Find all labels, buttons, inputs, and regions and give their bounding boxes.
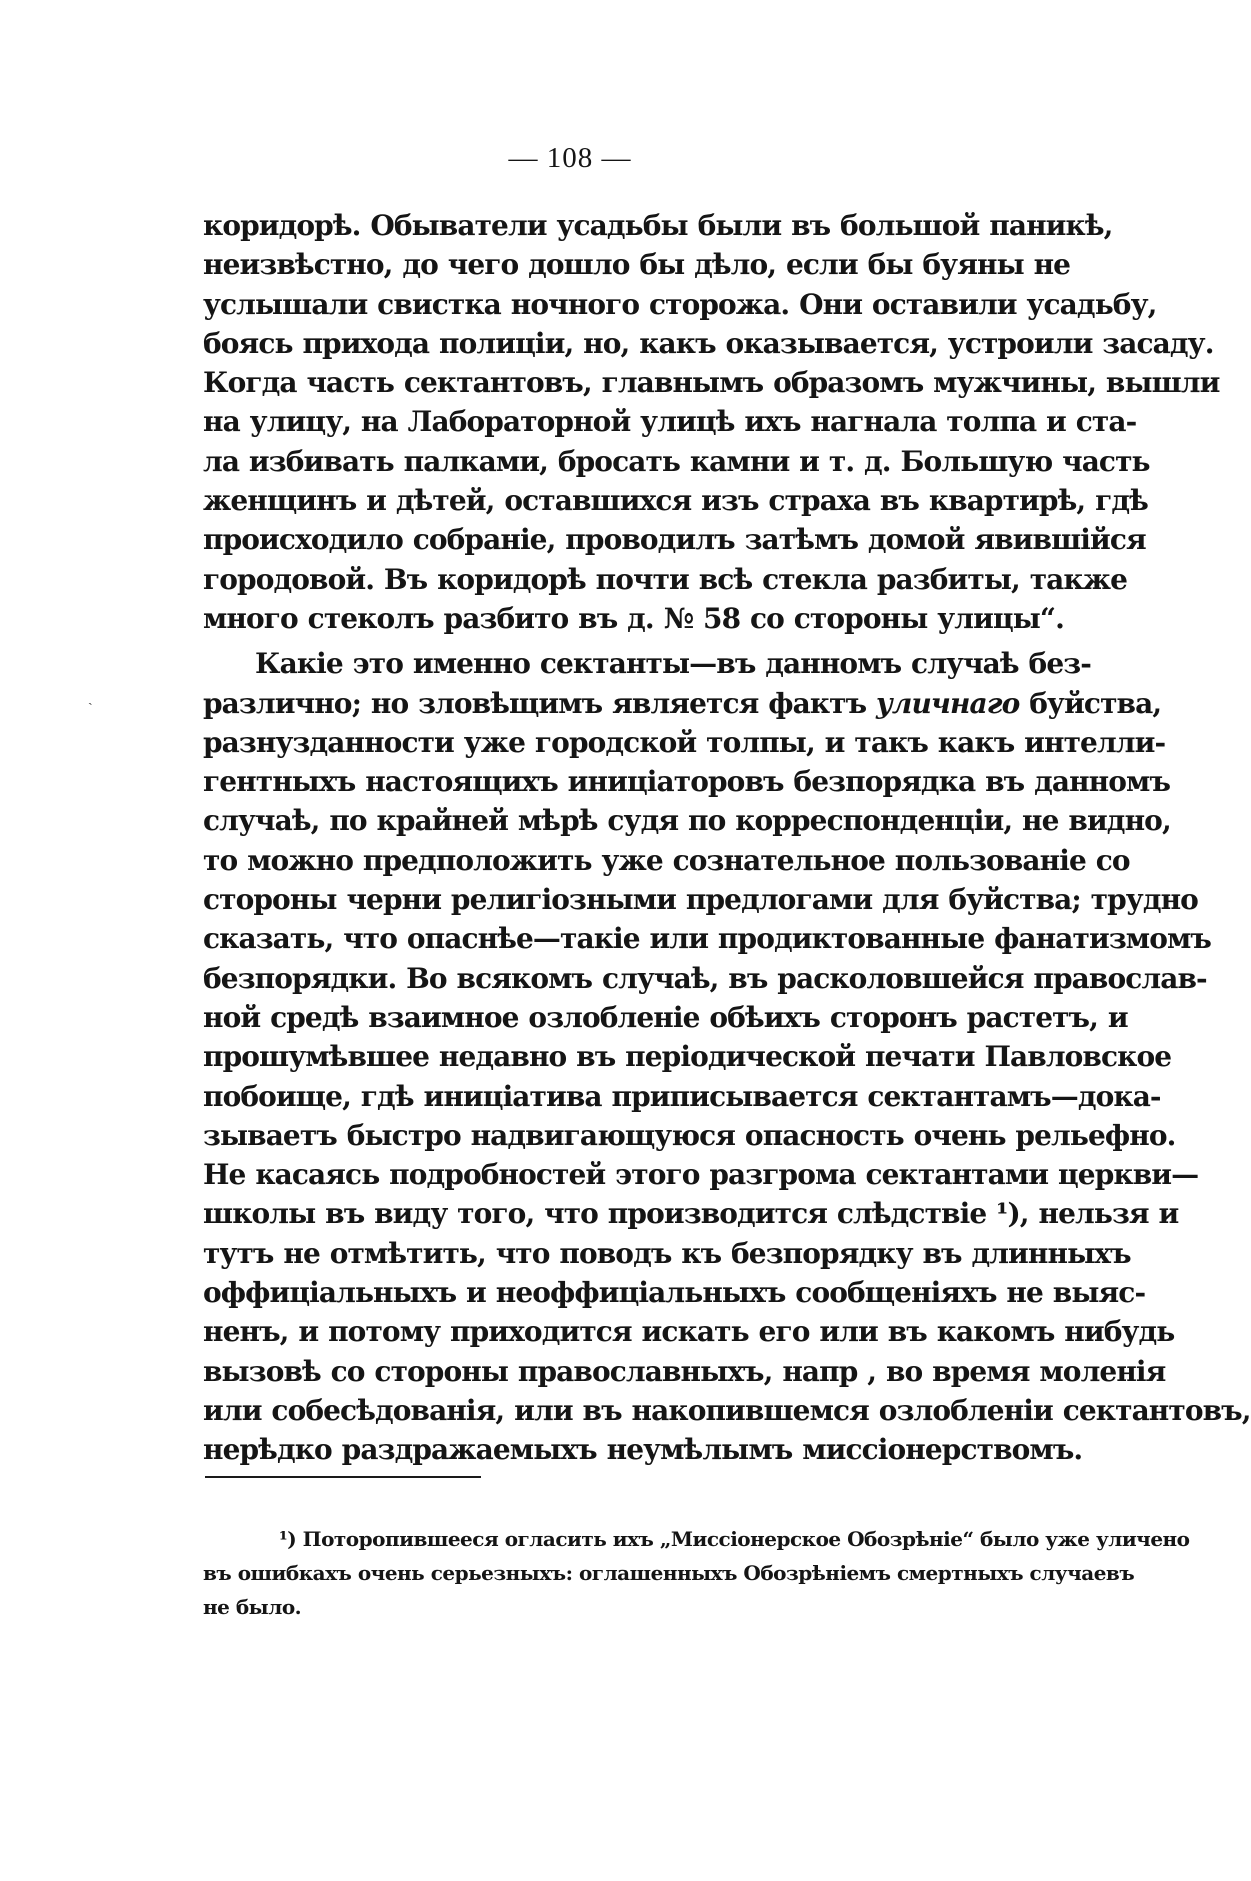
italic-word: уличнаго	[876, 686, 1020, 720]
text-line: побоище, гдѣ иниціатива приписывается сектантамъ—дока-	[203, 1079, 1161, 1113]
text-line: Не касаясь подробностей этого разгрома сектантами церкви—	[203, 1158, 1199, 1192]
text-line: неизвѣстно, до чего дошло бы дѣло, если бы буяны не	[203, 248, 1071, 282]
text-line: то можно предположить уже сознательное пользованіе со	[203, 843, 1130, 877]
footnote-line: не было.	[203, 1595, 302, 1619]
text-line: на улицу, на Лабораторной улицѣ ихъ нагнала толпа и ста-	[203, 405, 1137, 439]
text-line: Какіе это именно сектанты—въ данномъ случаѣ без-	[255, 647, 1091, 681]
text-line: случаѣ, по крайней мѣрѣ судя по корреспонденціи, не видно,	[203, 804, 1171, 838]
body-text	[203, 206, 1251, 1470]
text-line-with-italic: различно; но зловѣщимъ является фактъ уличнаго буйства,	[203, 686, 1162, 720]
text-line: ной средѣ взаимное озлобленіе обѣихъ сторонъ растетъ, и	[203, 1000, 1128, 1034]
paragraph-1	[203, 206, 1220, 638]
footnote-line: ¹) Поторопившееся огласить ихъ „Миссіонерское Обозрѣніе“ было уже уличено	[279, 1527, 1190, 1551]
text-line: коридорѣ. Обыватели усадьбы были въ большой паникѣ,	[203, 209, 1113, 242]
text-line: сказать, что опаснѣе—такіе или продиктованные фанатизмомъ	[203, 922, 1211, 956]
text-line: вызовѣ со стороны православныхъ, напр , во время моленія	[203, 1354, 1166, 1388]
text-line: или собесѣдованія, или въ накопившемся озлобленіи сектантовъ,	[203, 1393, 1251, 1427]
margin-mark: ˎ	[88, 690, 93, 706]
text-line: школы въ виду того, что производится слѣдствіе ¹), нельзя и	[203, 1197, 1179, 1231]
text-line: стороны черни религіозными предлогами для буйства; трудно	[203, 883, 1198, 917]
text-line: Когда часть сектантовъ, главнымъ образомъ мужчины, вышли	[203, 366, 1220, 400]
text-line: зываетъ быстро надвигающуюся опасность очень рельефно.	[203, 1118, 1176, 1152]
text-line: женщинъ и дѣтей, оставшихся изъ страха въ квартирѣ, гдѣ	[203, 484, 1148, 518]
footnote-line: въ ошибкахъ очень серьезныхъ: оглашенныхъ Обозрѣніемъ смертныхъ случаевъ	[203, 1561, 1135, 1585]
text-line: прошумѣвшее недавно въ періодической печати Павловское	[203, 1040, 1172, 1074]
text-line: происходило собраніе, проводилъ затѣмъ домой явившійся	[203, 523, 1146, 557]
text-line: боясь прихода полиціи, но, какъ оказывается, устроили засаду.	[203, 326, 1214, 360]
text-line: безпорядки. Во всякомъ случаѣ, въ расколовшейся православ-	[203, 961, 1207, 995]
text-line: тутъ не отмѣтить, что поводъ къ безпорядку въ длинныхъ	[203, 1236, 1131, 1270]
text-line: нерѣдко раздражаемыхъ неумѣлымъ миссіонерствомъ.	[203, 1433, 1083, 1467]
text-line: много стеколъ разбито въ д. № 58 со стороны улицы“.	[203, 601, 1064, 635]
text-line: городовой. Въ коридорѣ почти всѣ стекла разбиты, также	[203, 562, 1127, 596]
text-line: ненъ, и потому приходится искать его или въ какомъ нибудь	[203, 1315, 1175, 1349]
text-line: ла избивать палками, бросать камни и т. д. Большую часть	[203, 444, 1150, 478]
footnote-divider	[205, 1476, 481, 1478]
text-line: оффиціальныхъ и неоффиціальныхъ сообщеніяхъ не выяс-	[203, 1276, 1146, 1310]
page-number: — 108 —	[508, 142, 632, 174]
text-line: услышали свистка ночного сторожа. Они оставили усадьбу,	[203, 287, 1157, 321]
footnote	[203, 1522, 1190, 1624]
paragraph-2	[203, 644, 1251, 1469]
text-line: разнузданности уже городской толпы, и такъ какъ интелли-	[203, 725, 1166, 759]
text-line: гентныхъ настоящихъ иниціаторовъ безпорядка въ данномъ	[203, 765, 1171, 799]
